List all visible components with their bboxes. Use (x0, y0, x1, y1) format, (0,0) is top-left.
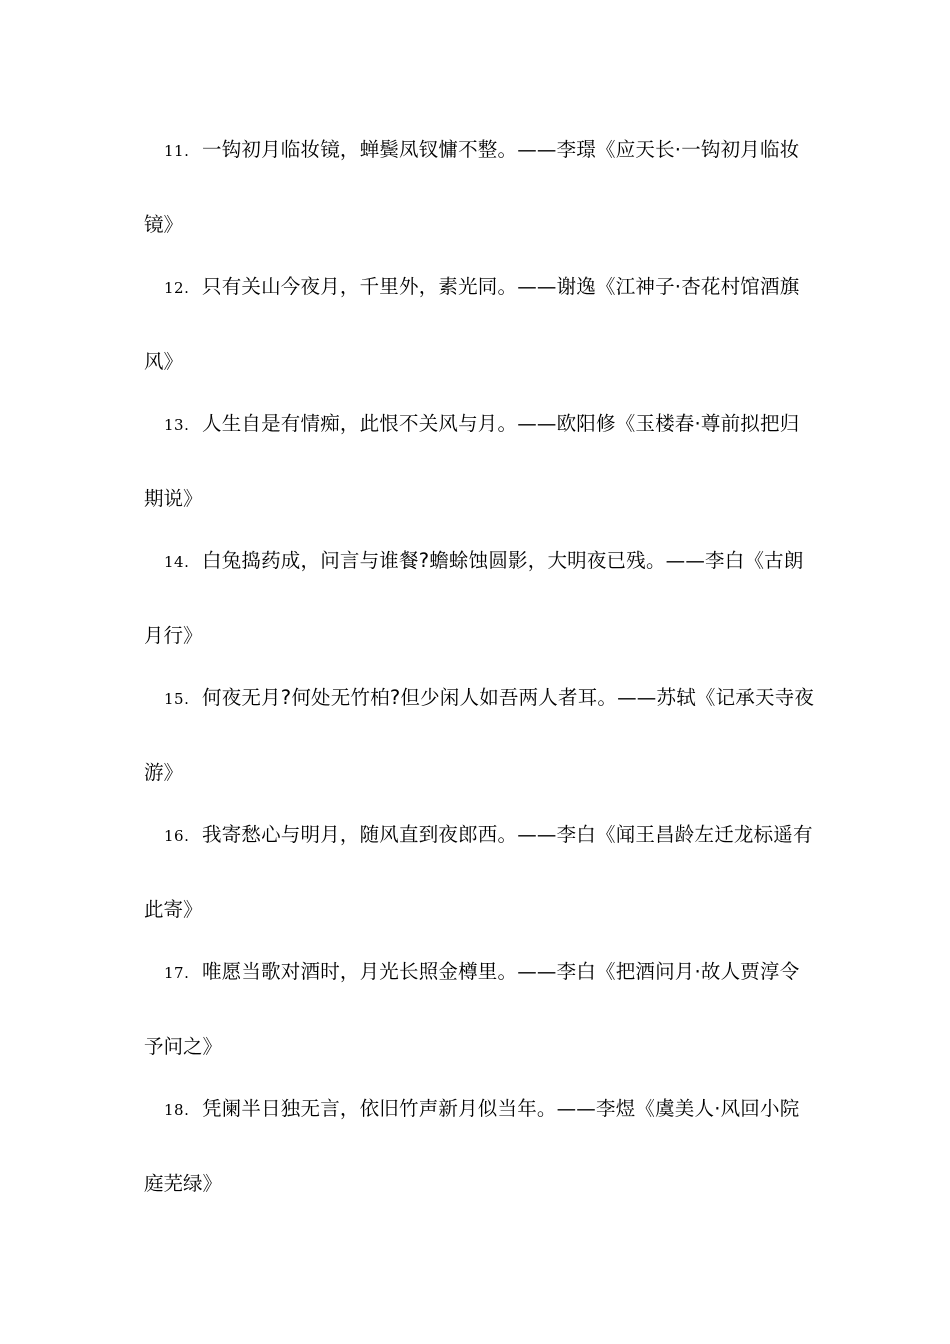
quote-number: 14. (164, 553, 190, 571)
quote-text: 我寄愁心与明月，随风直到夜郎西。——李白《闻王昌龄左迁龙标遥有 (202, 823, 813, 846)
quote-continuation: 游》 (144, 761, 184, 784)
quote-first-line (164, 412, 799, 437)
quote-first-line (164, 549, 804, 574)
quote-number: 16. (164, 827, 190, 845)
quote-continuation: 期说》 (144, 487, 203, 510)
quote-continuation: 风》 (144, 350, 184, 373)
quote-continuation: 予问之》 (144, 1035, 223, 1058)
quote-continuation: 月行》 (144, 624, 203, 647)
quote-first-line (164, 960, 799, 985)
quote-first-line (164, 275, 799, 300)
quote-text: 只有关山今夜月，千里外，素光同。——谢逸《江神子·杏花村馆酒旗 (202, 275, 800, 298)
quote-number: 17. (164, 964, 190, 982)
quote-number: 12. (164, 279, 190, 297)
quote-text: 何夜无月?何处无竹柏?但少闲人如吾两人者耳。——苏轼《记承天寺夜 (202, 686, 815, 709)
quote-continuation: 庭芜绿》 (144, 1172, 223, 1195)
quote-number: 18. (164, 1101, 190, 1119)
quote-text: 白兔捣药成，问言与谁餐?蟾蜍蚀圆影，大明夜已残。——李白《古朗 (202, 549, 804, 572)
quote-continuation: 镜》 (144, 213, 184, 236)
quote-text: 唯愿当歌对酒时，月光长照金樽里。——李白《把酒问月·故人贾淳令 (202, 960, 800, 983)
quote-first-line (164, 138, 799, 163)
quote-number: 15. (164, 690, 190, 708)
quote-first-line (164, 686, 814, 711)
quote-number: 11. (164, 142, 190, 160)
quote-number: 13. (164, 416, 190, 434)
quote-continuation: 此寄》 (144, 898, 203, 921)
quote-first-line (164, 1097, 799, 1122)
quote-first-line (164, 823, 813, 848)
quote-text: 人生自是有情痴，此恨不关风与月。——欧阳修《玉楼春·尊前拟把归 (202, 412, 800, 435)
quote-text: 凭阑半日独无言，依旧竹声新月似当年。——李煜《虞美人·风回小院 (202, 1097, 800, 1120)
quote-text: 一钩初月临妆镜，蝉鬓凤钗慵不整。——李璟《应天长·一钩初月临妆 (202, 138, 800, 161)
